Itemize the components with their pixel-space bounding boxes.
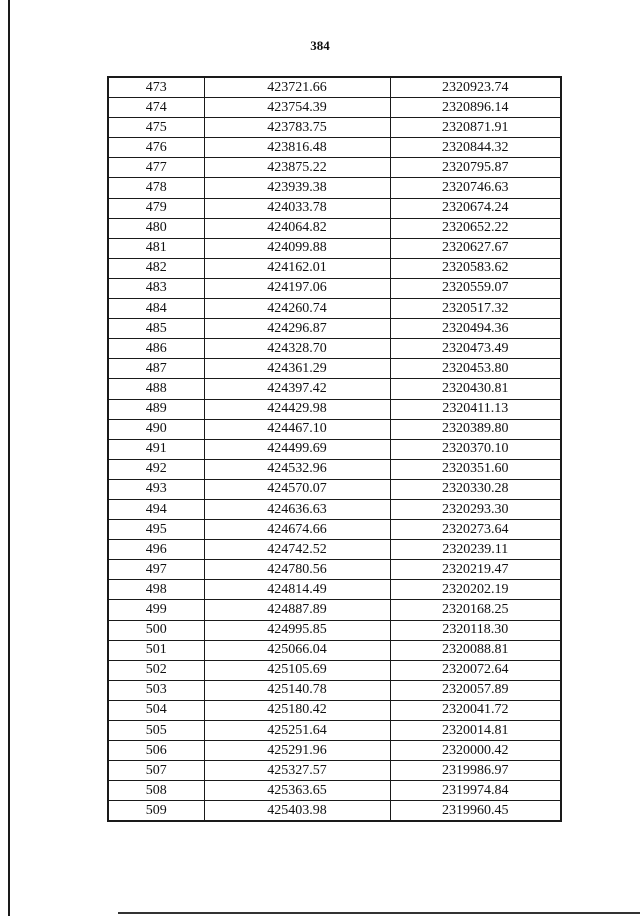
y-coordinate-cell: 2320330.28	[390, 479, 561, 499]
y-coordinate-cell: 2320517.32	[390, 299, 561, 319]
y-coordinate-cell: 2320844.32	[390, 138, 561, 158]
x-coordinate-cell: 425403.98	[204, 801, 390, 822]
x-coordinate-cell: 424099.88	[204, 238, 390, 258]
x-coordinate-cell: 424033.78	[204, 198, 390, 218]
y-coordinate-cell: 2319974.84	[390, 781, 561, 801]
table-row	[108, 299, 561, 319]
point-number-cell: 499	[108, 600, 204, 620]
coordinate-table-body	[108, 77, 561, 821]
point-number-cell: 505	[108, 721, 204, 741]
y-coordinate-cell: 2320795.87	[390, 158, 561, 178]
x-coordinate-cell: 424674.66	[204, 520, 390, 540]
table-row	[108, 620, 561, 640]
point-number-cell: 483	[108, 278, 204, 298]
table-row	[108, 218, 561, 238]
x-coordinate-cell: 423875.22	[204, 158, 390, 178]
y-coordinate-cell: 2320473.49	[390, 339, 561, 359]
x-coordinate-cell: 423816.48	[204, 138, 390, 158]
x-coordinate-cell: 424780.56	[204, 560, 390, 580]
point-number-cell: 509	[108, 801, 204, 822]
x-coordinate-cell: 425291.96	[204, 741, 390, 761]
y-coordinate-cell: 2320453.80	[390, 359, 561, 379]
x-coordinate-cell: 424162.01	[204, 258, 390, 278]
x-coordinate-cell: 424570.07	[204, 479, 390, 499]
y-coordinate-cell: 2320239.11	[390, 540, 561, 560]
point-number-cell: 498	[108, 580, 204, 600]
point-number-cell: 485	[108, 319, 204, 339]
y-coordinate-cell: 2320168.25	[390, 600, 561, 620]
table-row	[108, 339, 561, 359]
point-number-cell: 491	[108, 439, 204, 459]
page-number: 384	[310, 38, 330, 53]
table-row	[108, 459, 561, 479]
table-row	[108, 379, 561, 399]
point-number-cell: 492	[108, 459, 204, 479]
point-number-cell: 494	[108, 499, 204, 519]
x-coordinate-cell: 423721.66	[204, 77, 390, 98]
point-number-cell: 504	[108, 700, 204, 720]
table-row	[108, 419, 561, 439]
table-row	[108, 560, 561, 580]
y-coordinate-cell: 2320389.80	[390, 419, 561, 439]
table-row	[108, 278, 561, 298]
point-number-cell: 484	[108, 299, 204, 319]
y-coordinate-cell: 2320923.74	[390, 77, 561, 98]
point-number-cell: 501	[108, 640, 204, 660]
x-coordinate-cell: 423783.75	[204, 118, 390, 138]
x-coordinate-cell: 425105.69	[204, 660, 390, 680]
y-coordinate-cell: 2320674.24	[390, 198, 561, 218]
point-number-cell: 495	[108, 520, 204, 540]
table-row	[108, 77, 561, 98]
table-row	[108, 479, 561, 499]
y-coordinate-cell: 2320072.64	[390, 660, 561, 680]
x-coordinate-cell: 424260.74	[204, 299, 390, 319]
x-coordinate-cell: 424296.87	[204, 319, 390, 339]
y-coordinate-cell: 2320583.62	[390, 258, 561, 278]
point-number-cell: 507	[108, 761, 204, 781]
table-row	[108, 721, 561, 741]
point-number-cell: 490	[108, 419, 204, 439]
point-number-cell: 473	[108, 77, 204, 98]
table-row	[108, 680, 561, 700]
point-number-cell: 474	[108, 98, 204, 118]
y-coordinate-cell: 2320746.63	[390, 178, 561, 198]
x-coordinate-cell: 424361.29	[204, 359, 390, 379]
y-coordinate-cell: 2320202.19	[390, 580, 561, 600]
table-row	[108, 499, 561, 519]
x-coordinate-cell: 424887.89	[204, 600, 390, 620]
y-coordinate-cell: 2319960.45	[390, 801, 561, 822]
x-coordinate-cell: 423754.39	[204, 98, 390, 118]
point-number-cell: 493	[108, 479, 204, 499]
table-row	[108, 399, 561, 419]
coordinate-table	[107, 76, 562, 822]
table-row	[108, 319, 561, 339]
x-coordinate-cell: 424467.10	[204, 419, 390, 439]
y-coordinate-cell: 2320088.81	[390, 640, 561, 660]
point-number-cell: 489	[108, 399, 204, 419]
table-row	[108, 258, 561, 278]
point-number-cell: 502	[108, 660, 204, 680]
x-coordinate-cell: 424636.63	[204, 499, 390, 519]
point-number-cell: 496	[108, 540, 204, 560]
table-row	[108, 178, 561, 198]
table-row	[108, 158, 561, 178]
table-row	[108, 660, 561, 680]
table-row	[108, 801, 561, 822]
y-coordinate-cell: 2320896.14	[390, 98, 561, 118]
y-coordinate-cell: 2320014.81	[390, 721, 561, 741]
point-number-cell: 486	[108, 339, 204, 359]
x-coordinate-cell: 425251.64	[204, 721, 390, 741]
scan-edge-bottom	[118, 912, 640, 914]
y-coordinate-cell: 2320273.64	[390, 520, 561, 540]
y-coordinate-cell: 2320559.07	[390, 278, 561, 298]
point-number-cell: 479	[108, 198, 204, 218]
y-coordinate-cell: 2320494.36	[390, 319, 561, 339]
y-coordinate-cell: 2320293.30	[390, 499, 561, 519]
y-coordinate-cell: 2320871.91	[390, 118, 561, 138]
table-row	[108, 700, 561, 720]
y-coordinate-cell: 2320057.89	[390, 680, 561, 700]
table-row	[108, 238, 561, 258]
x-coordinate-cell: 424328.70	[204, 339, 390, 359]
y-coordinate-cell: 2320370.10	[390, 439, 561, 459]
x-coordinate-cell: 424814.49	[204, 580, 390, 600]
table-row	[108, 138, 561, 158]
x-coordinate-cell: 425327.57	[204, 761, 390, 781]
point-number-cell: 480	[108, 218, 204, 238]
point-number-cell: 488	[108, 379, 204, 399]
point-number-cell: 503	[108, 680, 204, 700]
y-coordinate-cell: 2319986.97	[390, 761, 561, 781]
table-row	[108, 781, 561, 801]
x-coordinate-cell: 424995.85	[204, 620, 390, 640]
point-number-cell: 482	[108, 258, 204, 278]
x-coordinate-cell: 424397.42	[204, 379, 390, 399]
y-coordinate-cell: 2320118.30	[390, 620, 561, 640]
table-row	[108, 359, 561, 379]
table-row	[108, 118, 561, 138]
table-row	[108, 741, 561, 761]
point-number-cell: 478	[108, 178, 204, 198]
table-row	[108, 520, 561, 540]
x-coordinate-cell: 424064.82	[204, 218, 390, 238]
point-number-cell: 508	[108, 781, 204, 801]
point-number-cell: 487	[108, 359, 204, 379]
table-row	[108, 439, 561, 459]
x-coordinate-cell: 424742.52	[204, 540, 390, 560]
x-coordinate-cell: 425066.04	[204, 640, 390, 660]
table-row	[108, 640, 561, 660]
y-coordinate-cell: 2320652.22	[390, 218, 561, 238]
x-coordinate-cell: 424532.96	[204, 459, 390, 479]
x-coordinate-cell: 424499.69	[204, 439, 390, 459]
table-row	[108, 540, 561, 560]
point-number-cell: 500	[108, 620, 204, 640]
point-number-cell: 476	[108, 138, 204, 158]
x-coordinate-cell: 423939.38	[204, 178, 390, 198]
scan-edge-left	[8, 0, 10, 916]
point-number-cell: 477	[108, 158, 204, 178]
y-coordinate-cell: 2320219.47	[390, 560, 561, 580]
x-coordinate-cell: 425180.42	[204, 700, 390, 720]
y-coordinate-cell: 2320430.81	[390, 379, 561, 399]
point-number-cell: 497	[108, 560, 204, 580]
y-coordinate-cell: 2320411.13	[390, 399, 561, 419]
x-coordinate-cell: 425363.65	[204, 781, 390, 801]
y-coordinate-cell: 2320351.60	[390, 459, 561, 479]
point-number-cell: 506	[108, 741, 204, 761]
x-coordinate-cell: 424429.98	[204, 399, 390, 419]
table-row	[108, 580, 561, 600]
point-number-cell: 475	[108, 118, 204, 138]
table-row	[108, 98, 561, 118]
x-coordinate-cell: 424197.06	[204, 278, 390, 298]
table-row	[108, 198, 561, 218]
x-coordinate-cell: 425140.78	[204, 680, 390, 700]
y-coordinate-cell: 2320000.42	[390, 741, 561, 761]
y-coordinate-cell: 2320041.72	[390, 700, 561, 720]
table-row	[108, 600, 561, 620]
point-number-cell: 481	[108, 238, 204, 258]
y-coordinate-cell: 2320627.67	[390, 238, 561, 258]
table-row	[108, 761, 561, 781]
